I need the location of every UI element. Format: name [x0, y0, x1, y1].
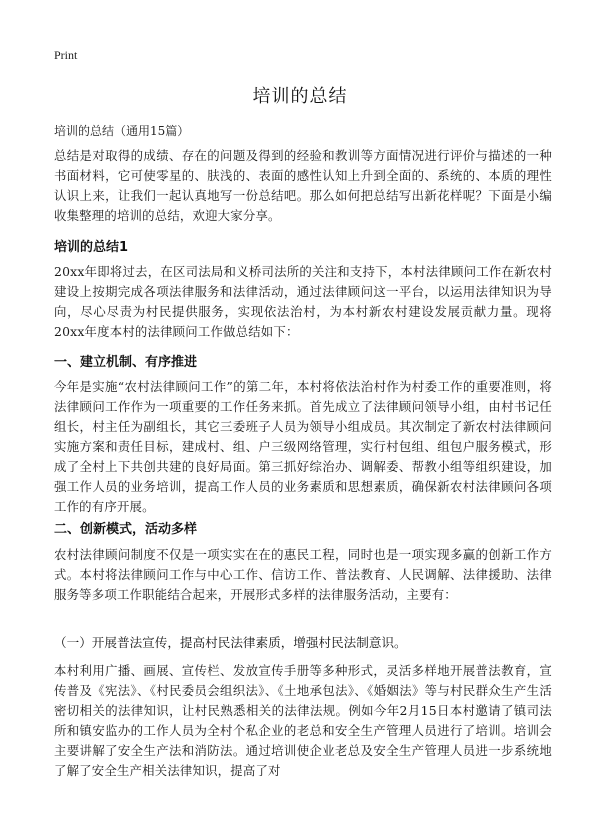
section1-paragraph: 20xx年即将过去，在区司法局和义桥司法所的关注和支持下，本村法律顾问工作在新农村建设上按期完成各项法律服务和法律活动，通过法律顾问这一平台，以运用法律知识为导向，尽心尽责为村民提供服务，实现依法治村，为本村新农村建设发展贡献力量。现将20xx年度本村的法律顾问工作做总结如下：: [54, 264, 552, 339]
part2-heading: 二、创新模式，活动多样: [54, 522, 198, 537]
part1-heading: 一、建立机制、有序推进: [54, 355, 198, 370]
part2-paragraph: 农村法律顾问制度不仅是一项实实在在的惠民工程，同时也是一项实现多赢的创新工作方式。本村将法律顾问工作与中心工作、信访工作、普法教育、人民调解、法律援助、法律服务等多项工作职能结合起来，开展形式多样的法律服务活动，主要有：: [54, 547, 552, 602]
document-title: 培训的总结: [252, 86, 348, 107]
part1-paragraph: 今年是实施“农村法律顾问工作”的第二年，本村将依法治村作为村委工作的重要准则，将法律顾问工作作为一项重要的工作任务来抓。首先成立了法律顾问领导小组，由村书记任组长，村主任为副组长，其它三委班子人员为领导小组成员。其次制定了新农村法律顾问实施方案和责任目标，建成村、组、户三级网络管理，实行村包组、组包户服务模式，形成了全村上下共创共建的良好局面。第三抓好综治办、调解委、帮教小组等组织建设，加强工作人员的业务培训，提高工作人员的业务素质和思想素质，确保新农村法律顾问各项工作的有序开展。: [54, 379, 552, 514]
section-heading: 培训的总结1: [54, 240, 129, 255]
subsection-heading: （一）开展普法宣传，提高村民法律素质，增强村民法制意识。: [54, 635, 407, 650]
print-link[interactable]: Print: [54, 48, 78, 62]
intro-paragraph: 总结是对取得的成绩、存在的问题及得到的经验和教训等方面情况进行评价与描述的一种书面材料，它可使零星的、肤浅的、表面的感性认知上升到全面的、系统的、本质的理性认识上来，让我们一起认真地写一份总结吧。那么如何把总结写出新花样呢？下面是小编收集整理的培训的总结，欢迎大家分享。: [54, 148, 552, 223]
subsection-paragraph: 本村利用广播、画展、宣传栏、发放宣传手册等多种形式，灵活多样地开展普法教育，宣传普及《宪法》、《村民委员会组织法》、《土地承包法》、《婚姻法》等与村民群众生产生活密切相关的法律知识，让村民熟悉相关的法律法规。例如今年2月15日本村邀请了镇司法所和镇安监办的工作人员为全村个私企业的老总和安全生产管理人员进行了培训。培训会主要讲解了安全生产法和消防法。通过培训使企业老总及安全生产管理人员进一步系统地了解了安全生产相关法律知识，提高了对: [54, 663, 552, 778]
document-subtitle: 培训的总结（通用15篇）: [54, 124, 190, 138]
